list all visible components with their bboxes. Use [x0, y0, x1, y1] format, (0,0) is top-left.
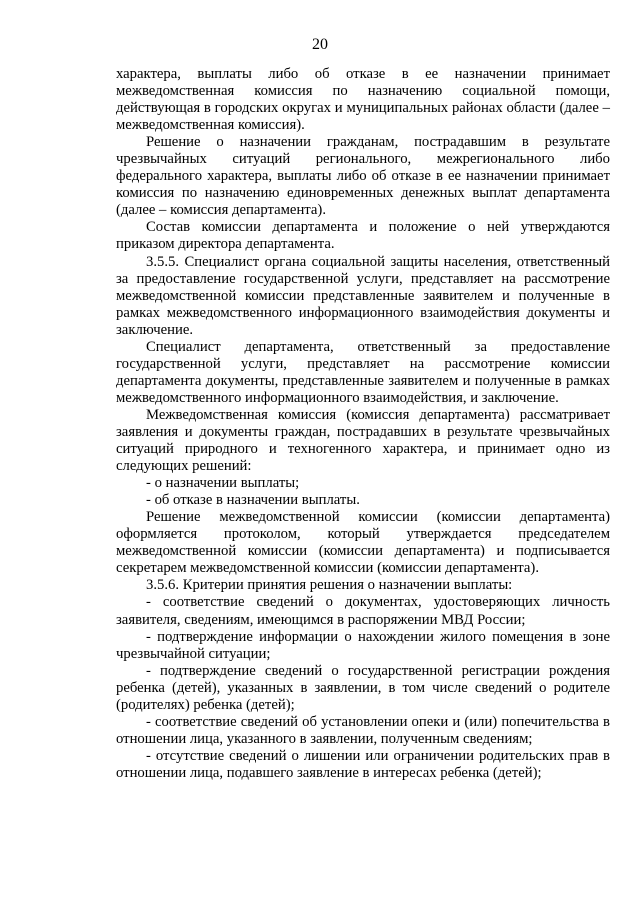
list-item: - о назначении выплаты; — [146, 475, 300, 492]
paragraph: Состав комиссии департамента и положение о ней утверждаются приказом директора департамента. — [116, 219, 610, 253]
paragraph: Решение межведомственной комиссии (комиссии департамента) оформляется протоколом, который утверждается председателем межведомственной комиссии (комиссии департамента) и подписывается секретарем межведомственной комиссии (комиссии департамента). — [116, 509, 610, 577]
paragraph: 3.5.5. Специалист органа социальной защиты населения, ответственный за предоставление государственной услуги, представляет на рассмотрение межведомственной комиссии представленные заявителем и полученные в рамках межведомственного информационного взаимодействия документы и заключение. — [116, 253, 610, 338]
list-item: - отсутствие сведений о лишении или ограничении родительских прав в отношении лица, подавшего заявление в интересах ребенка (детей); — [116, 747, 610, 781]
list-item: - подтверждение информации о нахождении жилого помещения в зоне чрезвычайной ситуации; — [116, 628, 610, 662]
section-heading: 3.5.6. Критерии принятия решения о назначении выплаты: — [146, 577, 513, 594]
list-item: - соответствие сведений об установлении опеки и (или) попечительства в отношении лица, указанного в заявлении, полученным сведениям; — [116, 713, 610, 747]
list-item: - подтверждение сведений о государственной регистрации рождения ребенка (детей), указанных в заявлении, в том числе сведений о родителе (родителях) ребенка (детей); — [116, 662, 610, 713]
paragraph: Специалист департамента, ответственный за предоставление государственной услуги, представляет на рассмотрение комиссии департамента документы, представленные заявителем и полученные в рамках межведомственного информационного взаимодействия, и заключение. — [116, 338, 610, 406]
paragraph: Решение о назначении гражданам, пострадавшим в результате чрезвычайных ситуаций регионального, межрегионального либо федерального характера, выплаты либо об отказе в ее назначении принимает комиссия по назначению единовременных денежных выплат департамента (далее – комиссия департамента). — [116, 134, 610, 219]
document-body — [116, 66, 610, 782]
paragraph: характера, выплаты либо об отказе в ее назначении принимает межведомственная комиссия по назначению социальной помощи, действующая в городских округах и муниципальных районах области (далее – межведомственная комиссия). — [116, 66, 610, 134]
list-item: - об отказе в назначении выплаты. — [146, 492, 360, 509]
list-item: - соответствие сведений о документах, удостоверяющих личность заявителя, сведениям, имеющимся в распоряжении МВД России; — [116, 594, 610, 628]
paragraph: Межведомственная комиссия (комиссия департамента) рассматривает заявления и документы граждан, пострадавших в результате чрезвычайных ситуаций природного и техногенного характера, и принимает одно из следующих решений: — [116, 406, 610, 475]
page-number: 20 — [312, 36, 328, 53]
